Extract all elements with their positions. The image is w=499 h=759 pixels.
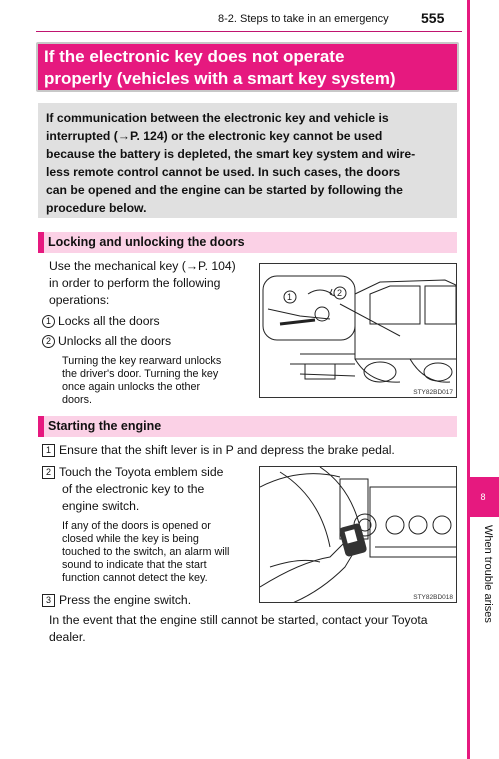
intro-line: interrupted (→P. 124) or the electronic key cannot be used bbox=[46, 129, 383, 143]
intro-box bbox=[38, 103, 457, 218]
locking-item bbox=[42, 333, 171, 350]
intro-line: can be opened and the engine can be started by following the bbox=[46, 183, 403, 197]
engine-switch-figure bbox=[259, 466, 457, 603]
closing-line: dealer. bbox=[49, 630, 86, 644]
intro-line: because the battery is depleted, the smart key system and wire- bbox=[46, 147, 416, 161]
section-header-locking bbox=[38, 232, 457, 253]
locking-intro-line: in order to perform the following bbox=[49, 276, 221, 290]
locking-note-line: the driver's door. Turning the key bbox=[62, 368, 219, 380]
engine-note-line: closed while the key is being bbox=[62, 533, 199, 545]
engine-note-line: If any of the doors is opened or bbox=[62, 520, 211, 532]
step-number: 1 bbox=[42, 444, 55, 457]
door-key-illustration bbox=[260, 264, 457, 398]
circled-number: 2 bbox=[42, 335, 55, 348]
figure-code: STY82BD017 bbox=[413, 389, 453, 396]
section-heading: Locking and unlocking the doors bbox=[48, 235, 245, 249]
section-accent-bar bbox=[38, 232, 44, 253]
side-tab-number: 8 bbox=[467, 477, 499, 517]
locking-intro-line: Use the mechanical key (→P. 104) bbox=[49, 259, 236, 273]
engine-step-1 bbox=[42, 442, 395, 459]
engine-note-line: function cannot detect the key. bbox=[62, 572, 208, 584]
page-number: 555 bbox=[421, 10, 445, 26]
side-tab-label: When trouble arises bbox=[482, 525, 494, 623]
circled-number: 1 bbox=[42, 315, 55, 328]
locking-note-line: doors. bbox=[62, 394, 93, 406]
engine-step-3 bbox=[42, 592, 191, 609]
locking-note-line: Turning the key rearward unlocks bbox=[62, 355, 222, 367]
section-accent-bar bbox=[38, 416, 44, 437]
intro-line: procedure below. bbox=[46, 201, 147, 215]
section-heading: Starting the engine bbox=[48, 419, 162, 433]
door-key-figure bbox=[259, 263, 457, 398]
engine-switch-illustration bbox=[260, 467, 457, 603]
intro-line: less remote control cannot be used. In such cases, the doors bbox=[46, 165, 401, 179]
engine-step-2 bbox=[42, 464, 223, 481]
step-number: 3 bbox=[42, 594, 55, 607]
engine-note-line: sound to indicate that the start bbox=[62, 559, 207, 571]
locking-item-text: Unlocks all the doors bbox=[58, 334, 172, 348]
header-section-title: 8-2. Steps to take in an emergency bbox=[218, 13, 389, 25]
section-header-engine bbox=[38, 416, 457, 437]
step-text: Press the engine switch. bbox=[59, 593, 192, 607]
page-title-line-2: properly (vehicles with a smart key system) bbox=[44, 69, 396, 88]
step-text-line: of the electronic key to the bbox=[62, 482, 205, 496]
locking-intro-line: operations: bbox=[49, 293, 110, 307]
engine-note-line: touched to the switch, an alarm will bbox=[62, 546, 230, 558]
step-number: 2 bbox=[42, 466, 55, 479]
step-text-line: engine switch. bbox=[62, 499, 140, 513]
step-text: Touch the Toyota emblem side bbox=[59, 465, 224, 479]
intro-line: If communication between the electronic key and vehicle is bbox=[46, 111, 389, 125]
locking-item-text: Locks all the doors bbox=[58, 314, 160, 328]
page-title-banner bbox=[36, 42, 459, 92]
step-text: Ensure that the shift lever is in P and depress the brake pedal. bbox=[59, 443, 395, 457]
locking-note-line: once again unlocks the other bbox=[62, 381, 201, 393]
locking-item bbox=[42, 313, 160, 330]
callout-2: 2 bbox=[337, 288, 343, 298]
figure-code: STY82BD018 bbox=[413, 594, 453, 601]
page-title-line-1: If the electronic key does not operate bbox=[44, 47, 345, 66]
closing-line: In the event that the engine still cannot be started, contact your Toyota bbox=[49, 613, 428, 627]
callout-1: 1 bbox=[287, 292, 293, 302]
header-rule bbox=[36, 31, 462, 32]
side-tab-rule bbox=[467, 0, 470, 759]
